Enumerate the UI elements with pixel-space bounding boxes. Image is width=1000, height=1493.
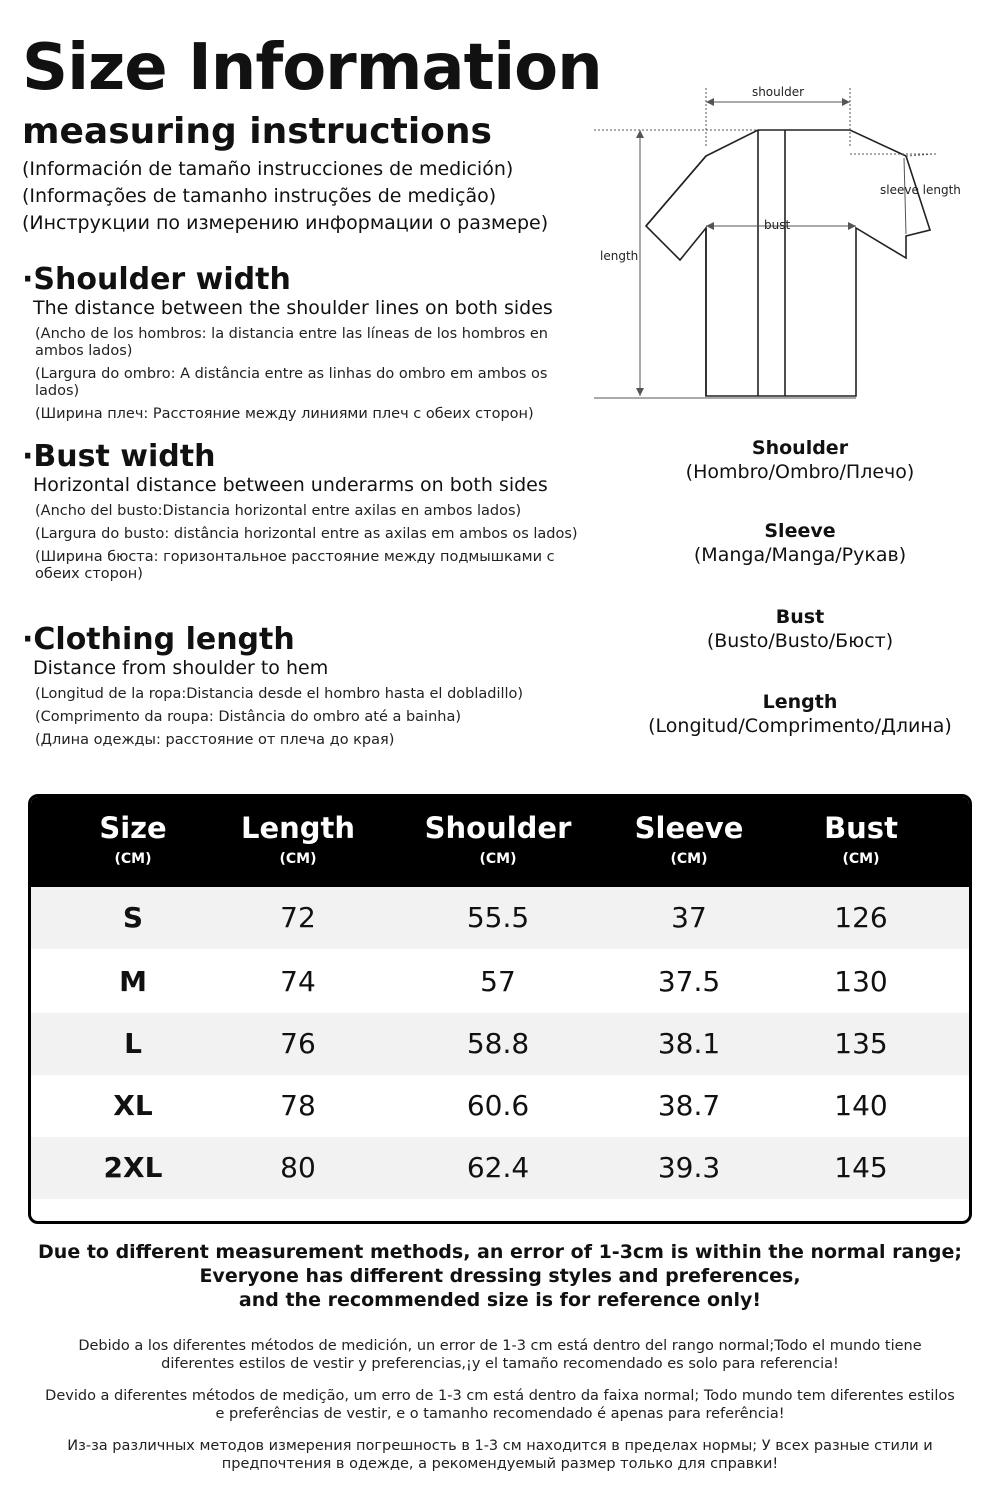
column-header-label: Bust (824, 811, 898, 845)
measurement-notice (0, 1240, 1000, 1312)
translation-ru: (Длина одежды: расстояние от плеча до края) (35, 731, 395, 748)
column-header-label: Length (240, 811, 356, 845)
section-translations (22, 326, 582, 423)
sleeve-cell: 39.3 (657, 1151, 721, 1184)
legend-translation: (Busto/Busto/Бюст) (706, 630, 894, 652)
footer-note-ru: Из-за различных методов измерения погрешность в 1-3 см находится в пределах нормы; У всех разные стили и предпочтения в одежде, а рекомендуемый размер только для справки! (67, 1438, 933, 1472)
sleeve-cell: 38.1 (657, 1027, 721, 1060)
legend-translation: (Manga/Manga/Рукав) (693, 544, 907, 566)
clothing-length-section (22, 624, 582, 755)
size-cell: L (124, 1027, 142, 1060)
shoulder-cell: 55.5 (466, 901, 530, 934)
legend-shoulder (600, 436, 1000, 484)
intro-line-es: (Información de tamaño instrucciones de medición) (22, 158, 514, 180)
legend-length (600, 690, 1000, 738)
translation-ru: (Ширина бюста: горизонтальное расстояние между подмышками с обеих сторон) (35, 548, 555, 582)
table-row (31, 1137, 969, 1199)
sleeve-cell: 38.7 (657, 1089, 721, 1122)
section-translations (22, 686, 582, 749)
column-header-shoulder (398, 811, 598, 869)
length-cell: 76 (280, 1027, 316, 1060)
length-cell: 72 (280, 901, 316, 934)
shoulder-cell: 62.4 (466, 1151, 530, 1184)
table-row (31, 1013, 969, 1075)
translation-pt: (Largura do busto: distância horizontal entre as axilas em ambos os lados) (35, 525, 578, 542)
notice-line: Everyone has different dressing styles and preferences, (199, 1265, 801, 1287)
size-cell: XL (113, 1089, 153, 1122)
table-row (31, 1075, 969, 1137)
translation-es: (Ancho de los hombros: la distancia entre las líneas de los hombros en ambos lados) (35, 325, 548, 359)
legend-bust (600, 605, 1000, 653)
section-description: The distance between the shoulder lines on both sides (33, 296, 553, 319)
section-translations (22, 503, 582, 583)
garment-outline-shape (646, 130, 930, 396)
length-cell: 74 (280, 965, 316, 998)
sleeve-cell: 37 (671, 901, 707, 934)
column-header-unit: (CM) (114, 851, 152, 867)
column-header-label: Sleeve (634, 811, 744, 845)
notice-line: Due to different measurement methods, an error of 1-3cm is within the normal range; (38, 1241, 962, 1263)
translation-pt: (Comprimento da roupa: Distância do ombro até a bainha) (35, 708, 462, 725)
legend-term: Bust (775, 606, 825, 628)
column-header-unit: (CM) (842, 851, 880, 867)
shoulder-width-section (22, 264, 582, 429)
column-header-sleeve (589, 811, 789, 869)
legend-term: Sleeve (764, 520, 836, 542)
column-header-label: Shoulder (424, 811, 572, 845)
legend-term: Shoulder (751, 437, 849, 459)
size-cell: S (122, 901, 144, 934)
legend-translation: (Longitud/Comprimento/Длина) (648, 715, 952, 737)
size-cell: 2XL (103, 1151, 163, 1184)
column-header-bust (761, 811, 961, 869)
page-title: Size Information (22, 31, 602, 105)
sleeve-cell: 37.5 (657, 965, 721, 998)
sleeve-diagram-label: sleeve length (880, 183, 961, 197)
length-diagram-label: length (600, 249, 639, 263)
bust-cell: 130 (834, 965, 888, 998)
size-table-header (31, 797, 969, 887)
section-description: Horizontal distance between underarms on both sides (33, 473, 548, 496)
page-subtitle: measuring instructions (22, 111, 492, 152)
length-cell: 80 (280, 1151, 316, 1184)
bust-width-section (22, 441, 582, 589)
shoulder-diagram-label: shoulder (751, 85, 805, 99)
legend-translation: (Hombro/Ombro/Плечо) (685, 461, 915, 483)
legend-term: Length (762, 691, 838, 713)
section-heading: ·Clothing length (22, 622, 295, 657)
bust-cell: 135 (834, 1027, 888, 1060)
footer-note-es: Debido a los diferentes métodos de medición, un error de 1-3 cm está dentro del rango normal;Todo el mundo tiene diferentes estilos de vestir y preferencias,¡y el tamaño recomendado es solo para referencia! (78, 1338, 922, 1372)
column-header-label: Size (99, 811, 167, 845)
translation-pt: (Largura do ombro: A distância entre as linhas do ombro em ambos os lados) (35, 365, 548, 399)
bust-cell: 140 (834, 1089, 888, 1122)
garment-measurement-diagram (588, 78, 988, 408)
bust-diagram-label: bust (764, 218, 791, 232)
size-cell: M (119, 965, 147, 998)
shoulder-cell: 58.8 (466, 1027, 530, 1060)
footer-note-pt: Devido a diferentes métodos de medição, um erro de 1-3 cm está dentro da faixa normal; Todo mundo tem diferentes estilos e preferências de vestir, e o tamanho recomendado é apenas para referência! (45, 1388, 955, 1422)
bust-cell: 126 (834, 901, 888, 934)
section-heading: ·Shoulder width (22, 262, 291, 297)
shoulder-cell: 60.6 (466, 1089, 530, 1122)
column-header-length (198, 811, 398, 869)
column-header-unit: (CM) (479, 851, 517, 867)
bust-cell: 145 (834, 1151, 888, 1184)
table-row (31, 951, 969, 1013)
section-heading: ·Bust width (22, 439, 216, 474)
size-table (28, 794, 972, 1224)
translation-ru: (Ширина плеч: Расстояние между линиями плеч с обеих сторон) (35, 405, 534, 422)
intro-translations (22, 156, 548, 237)
length-cell: 78 (280, 1089, 316, 1122)
translation-es: (Longitud de la ropa:Distancia desde el hombro hasta el dobladillo) (35, 685, 524, 702)
notice-line: and the recommended size is for reference only! (238, 1289, 762, 1311)
intro-line-ru: (Инструкции по измерению информации о размере) (22, 212, 549, 234)
section-description: Distance from shoulder to hem (33, 656, 329, 679)
column-header-unit: (CM) (279, 851, 317, 867)
legend-sleeve (600, 519, 1000, 567)
table-row (31, 887, 969, 949)
column-header-unit: (CM) (670, 851, 708, 867)
shoulder-cell: 57 (480, 965, 516, 998)
intro-line-pt: (Informações de tamanho instruções de medição) (22, 185, 497, 207)
translation-es: (Ancho del busto:Distancia horizontal entre axilas en ambos lados) (35, 502, 522, 519)
